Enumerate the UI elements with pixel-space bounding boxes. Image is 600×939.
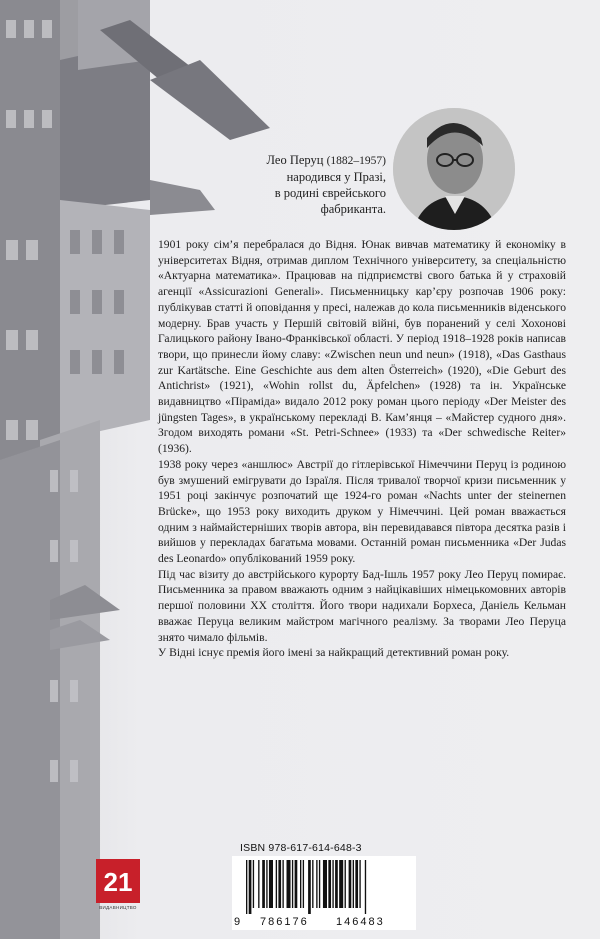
author-biography xyxy=(158,237,566,661)
barcode-bar xyxy=(349,860,352,908)
author-name: Лео Перуц xyxy=(266,153,324,167)
barcode-bar xyxy=(303,860,304,908)
barcode-bar xyxy=(332,860,333,908)
barcode-bar xyxy=(246,860,247,914)
bio-paragraph: У Відні існує премія його імені за найкращий детективний роман року. xyxy=(158,646,510,660)
barcode-bar xyxy=(266,860,267,908)
barcode-first-digit: 9 xyxy=(234,916,241,928)
barcode-bar xyxy=(365,860,366,914)
barcode-bar xyxy=(355,860,358,908)
barcode-bar xyxy=(249,860,252,914)
barcode-bar xyxy=(345,860,346,908)
barcode-bar xyxy=(258,860,259,908)
author-caption xyxy=(226,152,386,217)
publisher-logo xyxy=(96,859,140,903)
barcode-bar xyxy=(253,860,254,908)
author-years: (1882–1957) xyxy=(326,155,386,167)
barcode-bar xyxy=(328,860,331,908)
bio-paragraph: 1938 року через «аншлюс» Австрії до гітлерівської Німеччини Перуц із родиною був змушений емігрувати до Ізраїля. Після тривалої творчої кризи письменник у 1951 році закінчує розпочатий ще 1924-го роман «Nachts unter der steinernen Brücke», що 1953 року виходить друком у Німеччині. Цей роман вважається одним з наймайстерніших творів автора, він перевидавався півтора десятка разів і вийшов у перекладах багатьма мовами. Останній роман письменника «Der Judas des Leonardo» опублікований 1959 року. xyxy=(158,457,566,566)
barcode-bar xyxy=(316,860,317,908)
barcode-bar xyxy=(278,860,281,908)
barcode-bar xyxy=(269,860,273,908)
isbn-text: ISBN 978-617-614-648-3 xyxy=(240,842,362,854)
author-portrait xyxy=(393,108,515,230)
barcode-bar xyxy=(335,860,338,908)
barcode-bar xyxy=(308,860,311,914)
caption-line: фабриканта. xyxy=(320,202,386,216)
barcode-bar xyxy=(300,860,301,908)
barcode-bar xyxy=(262,860,265,908)
caption-line: в родині єврейського xyxy=(274,186,386,200)
barcode-right-group: 146483 xyxy=(336,916,385,928)
barcode-left-group: 786176 xyxy=(260,916,309,928)
barcode-bar xyxy=(359,860,360,908)
logo-number: 21 xyxy=(103,867,133,897)
barcode-digits xyxy=(232,914,416,930)
caption-line: народився у Празі, xyxy=(286,170,386,184)
barcode-bar xyxy=(292,860,293,908)
barcode-bar xyxy=(319,860,320,908)
barcode-bar xyxy=(339,860,343,908)
barcode-bar xyxy=(276,860,277,908)
publisher-caption: ВИДАВНИЦТВО xyxy=(99,905,137,910)
barcode-bar xyxy=(282,860,283,908)
barcode-bar xyxy=(323,860,327,908)
barcode-bar xyxy=(295,860,298,908)
bio-paragraph: 1901 року сім’я перебралася до Відня. Юнак вивчав математику й економіку в університетах Відня, отримав диплом Технічного університету, за спеціальністю «Актуарна математика». Працював на підприємстві свого батька й у страховій агенції «Assicurazioni Generali». Письменницьку кар’єру розпочав 1906 року: публікував статті й оповідання у пресі, належав до кола письменників віденського модерну. Брав участь у Першій світовій війні, був поранений у селі Хохонові Галицького району Івано-Франківської області. У період 1918–1928 років написав твори, що принесли йому славу: «Zwischen neun und neun» (1918), «Das Gasthaus zur Kartätsche. Eine Geschichte aus dem alten Österreich» (1920), «Die Geburt des Antichrist» (1921), «Wohin rollst du, Äpfelchen» (1928) та ін. Українське видавництво «Піраміда» видало 2012 року роман цього періоду «Der Meister des jüngsten Tages», в українському перекладі В. Кам’янця – «Майстер судного дня». Згодом виходять романи «St. Petri-Schnee» (1933) та «Der schwedische Reiter» (1936). xyxy=(158,238,566,456)
bio-paragraph: Під час візиту до австрійського курорту Бад-Ішль 1957 року Лео Перуц помирає. Письменника за правом вважають одним з найцікавіших німецькомовних авторів першої половини ХХ століття. Його твори надихали Борхеса, Даніель Кельман вважає Перуца великим майстром магічного реалізму. За творами Лео Перуца знято чимало фільмів. xyxy=(158,567,566,644)
barcode-bar xyxy=(287,860,291,908)
barcode-bar xyxy=(353,860,354,908)
barcode-bar xyxy=(312,860,313,908)
